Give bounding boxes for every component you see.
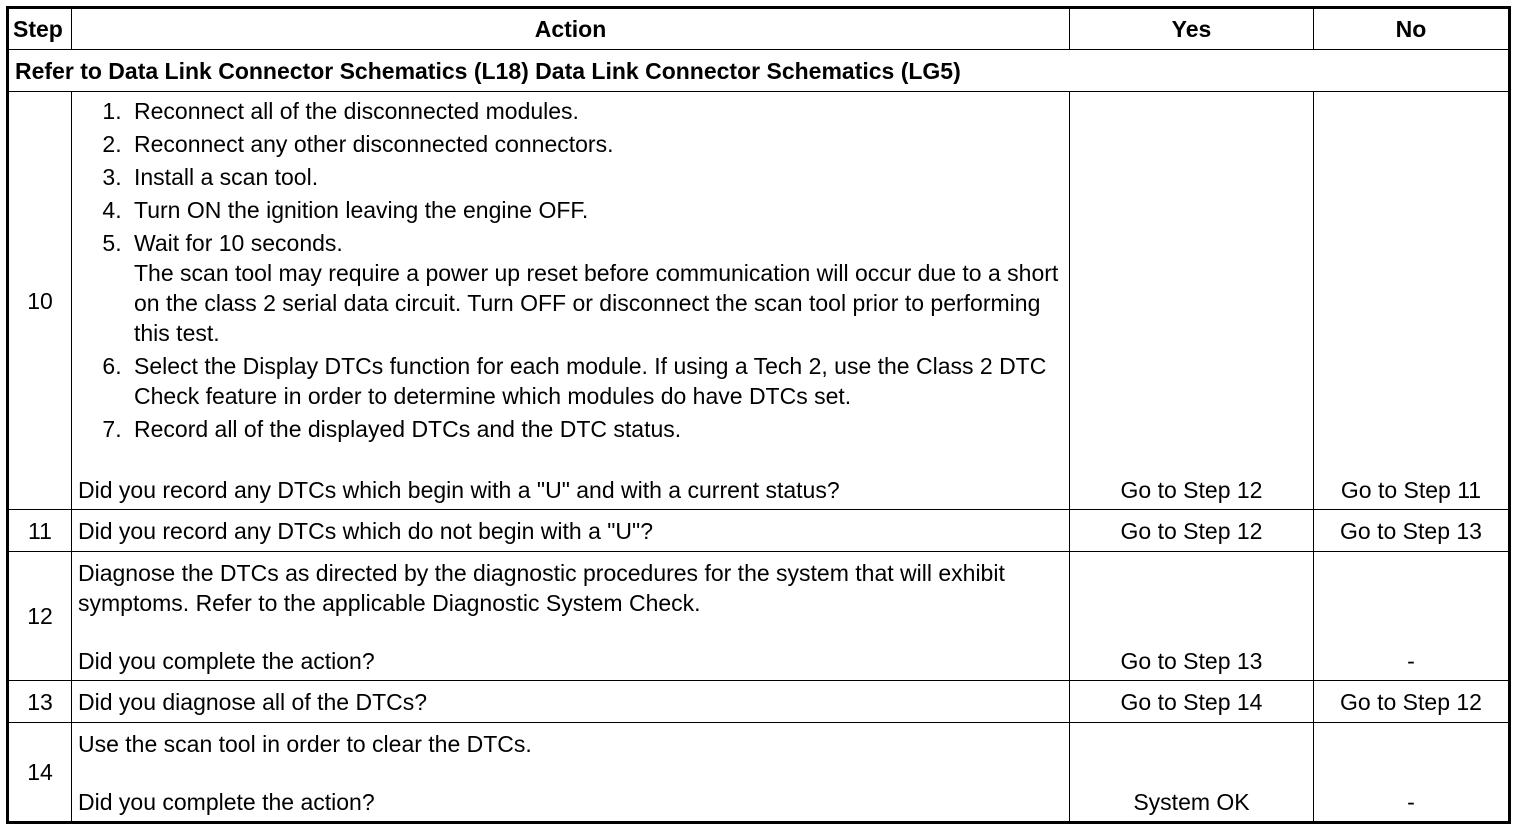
header-row xyxy=(8,8,1510,50)
no-result xyxy=(1314,723,1510,823)
question-text: Did you complete the action? xyxy=(78,789,375,815)
yes-result xyxy=(1070,723,1314,823)
header-yes: Yes xyxy=(1070,8,1314,50)
action-text: Diagnose the DTCs as directed by the diagnostic procedures for the system that will exhibit symptoms. Refer to the applicable Diagnostic System Check. xyxy=(78,560,1005,616)
step-number: 14 xyxy=(8,723,72,823)
no-result-text: Go to Step 11 xyxy=(1340,477,1482,503)
no-result xyxy=(1314,552,1510,681)
scan-tool-note: The scan tool may require a power up reset before communication will occur due to a short on the class 2 serial data circuit. Turn OFF or disconnect the scan tool prior to performing this test. xyxy=(134,260,1059,346)
question-text: Did you diagnose all of the DTCs? xyxy=(72,681,1070,723)
step-number: 12 xyxy=(8,552,72,681)
list-item: 6. Select the Display DTCs function for each module. If using a Tech 2, use the Class 2 DTC Check feature in order to determine which modules do have DTCs set. xyxy=(128,351,1063,411)
list-item: 4. Turn ON the ignition leaving the engine OFF. xyxy=(128,195,1063,225)
reference-text: Refer to Data Link Connector Schematics (L18) Data Link Connector Schematics (LG5) xyxy=(8,50,1510,92)
yes-result-text: Go to Step 12 xyxy=(1120,477,1263,503)
yes-result-text: Go to Step 13 xyxy=(1120,648,1263,674)
question-text: Did you record any DTCs which do not begin with a "U"? xyxy=(72,510,1070,552)
instruction-list xyxy=(78,96,1063,444)
action-cell xyxy=(72,92,1070,510)
list-item xyxy=(128,228,1063,348)
action-text: Use the scan tool in order to clear the DTCs. xyxy=(78,731,532,757)
list-item: 2. Reconnect any other disconnected connectors. xyxy=(128,129,1063,159)
no-result xyxy=(1314,92,1510,510)
header-step: Step xyxy=(8,8,72,50)
no-result: Go to Step 13 xyxy=(1314,510,1510,552)
table-row xyxy=(8,510,1510,552)
yes-result-text: System OK xyxy=(1133,789,1250,815)
list-item-text: 5. Wait for 10 seconds. xyxy=(134,230,343,256)
list-item: 1. Reconnect all of the disconnected modules. xyxy=(128,96,1063,126)
yes-result: Go to Step 12 xyxy=(1070,510,1314,552)
action-cell xyxy=(72,723,1070,823)
yes-result: Go to Step 14 xyxy=(1070,681,1314,723)
diagnostic-table xyxy=(6,6,1511,824)
list-item: 3. Install a scan tool. xyxy=(128,162,1063,192)
no-result: Go to Step 12 xyxy=(1314,681,1510,723)
question-text: Did you complete the action? xyxy=(78,648,375,674)
table-row xyxy=(8,92,1510,510)
header-action: Action xyxy=(72,8,1070,50)
step-number: 13 xyxy=(8,681,72,723)
step-number: 11 xyxy=(8,510,72,552)
yes-result xyxy=(1070,552,1314,681)
table-row xyxy=(8,723,1510,823)
question-text: Did you record any DTCs which begin with a "U" and with a current status? xyxy=(78,477,840,503)
action-cell xyxy=(72,552,1070,681)
header-no: No xyxy=(1314,8,1510,50)
reference-row xyxy=(8,50,1510,92)
no-result-text: - xyxy=(1407,789,1415,815)
table-row xyxy=(8,681,1510,723)
no-result-text: - xyxy=(1407,648,1415,674)
table-row xyxy=(8,552,1510,681)
yes-result xyxy=(1070,92,1314,510)
list-item: 7. Record all of the displayed DTCs and the DTC status. xyxy=(128,414,1063,444)
step-number: 10 xyxy=(8,92,72,510)
